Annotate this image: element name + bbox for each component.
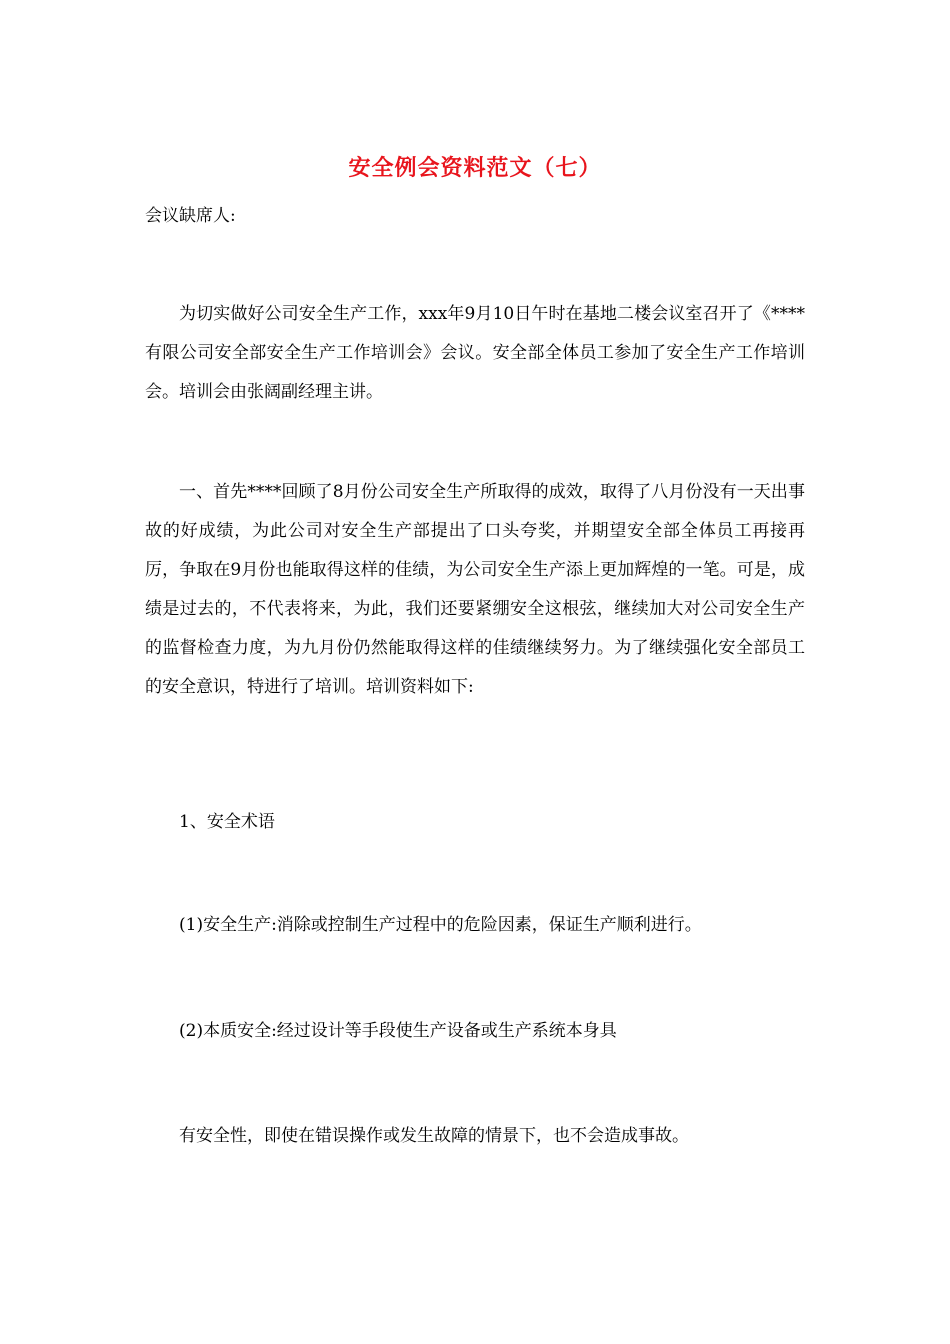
term-safety-production: (1)安全生产:消除或控制生产过程中的危险因素，保证生产顺利进行。 — [179, 915, 702, 935]
term-intrinsic-safety: (2)本质安全:经过设计等手段使生产设备或生产系统本身具 — [179, 1021, 617, 1041]
term-intrinsic-safety-continued: 有安全性，即使在错误操作或发生故障的情景下，也不会造成事故。 — [179, 1126, 689, 1146]
paragraph-review: 一、首先****回顾了8月份公司安全生产所取得的成效，取得了八月份没有一天出事故的好成绩，为此公司对安全生产部提出了口头夸奖，并期望安全部全体员工再接再厉，争取在9月份也能取得这样的佳绩，为公司安全生产添上更加辉煌的一笔。可是，成绩是过去的，不代表将来，为此，我们还要紧绷安全这根弦，继续加大对公司安全生产的监督检查力度，为九月份仍然能取得这样的佳绩继续努力。为了继续强化安全部员工的安全意识，特进行了培训。培训资料如下: — [145, 482, 805, 697]
document-title: 安全例会资料范文（七） — [348, 155, 602, 181]
section-heading-safety-terms: 1、安全术语 — [179, 812, 275, 832]
absentees-label: 会议缺席人: — [145, 206, 236, 226]
paragraph-intro: 为切实做好公司安全生产工作，xxx年9月10日午时在基地二楼会议室召开了《****有限公司安全部安全生产工作培训会》会议。安全部全体员工参加了安全生产工作培训会。培训会由张阔副经理主讲。 — [145, 304, 805, 402]
